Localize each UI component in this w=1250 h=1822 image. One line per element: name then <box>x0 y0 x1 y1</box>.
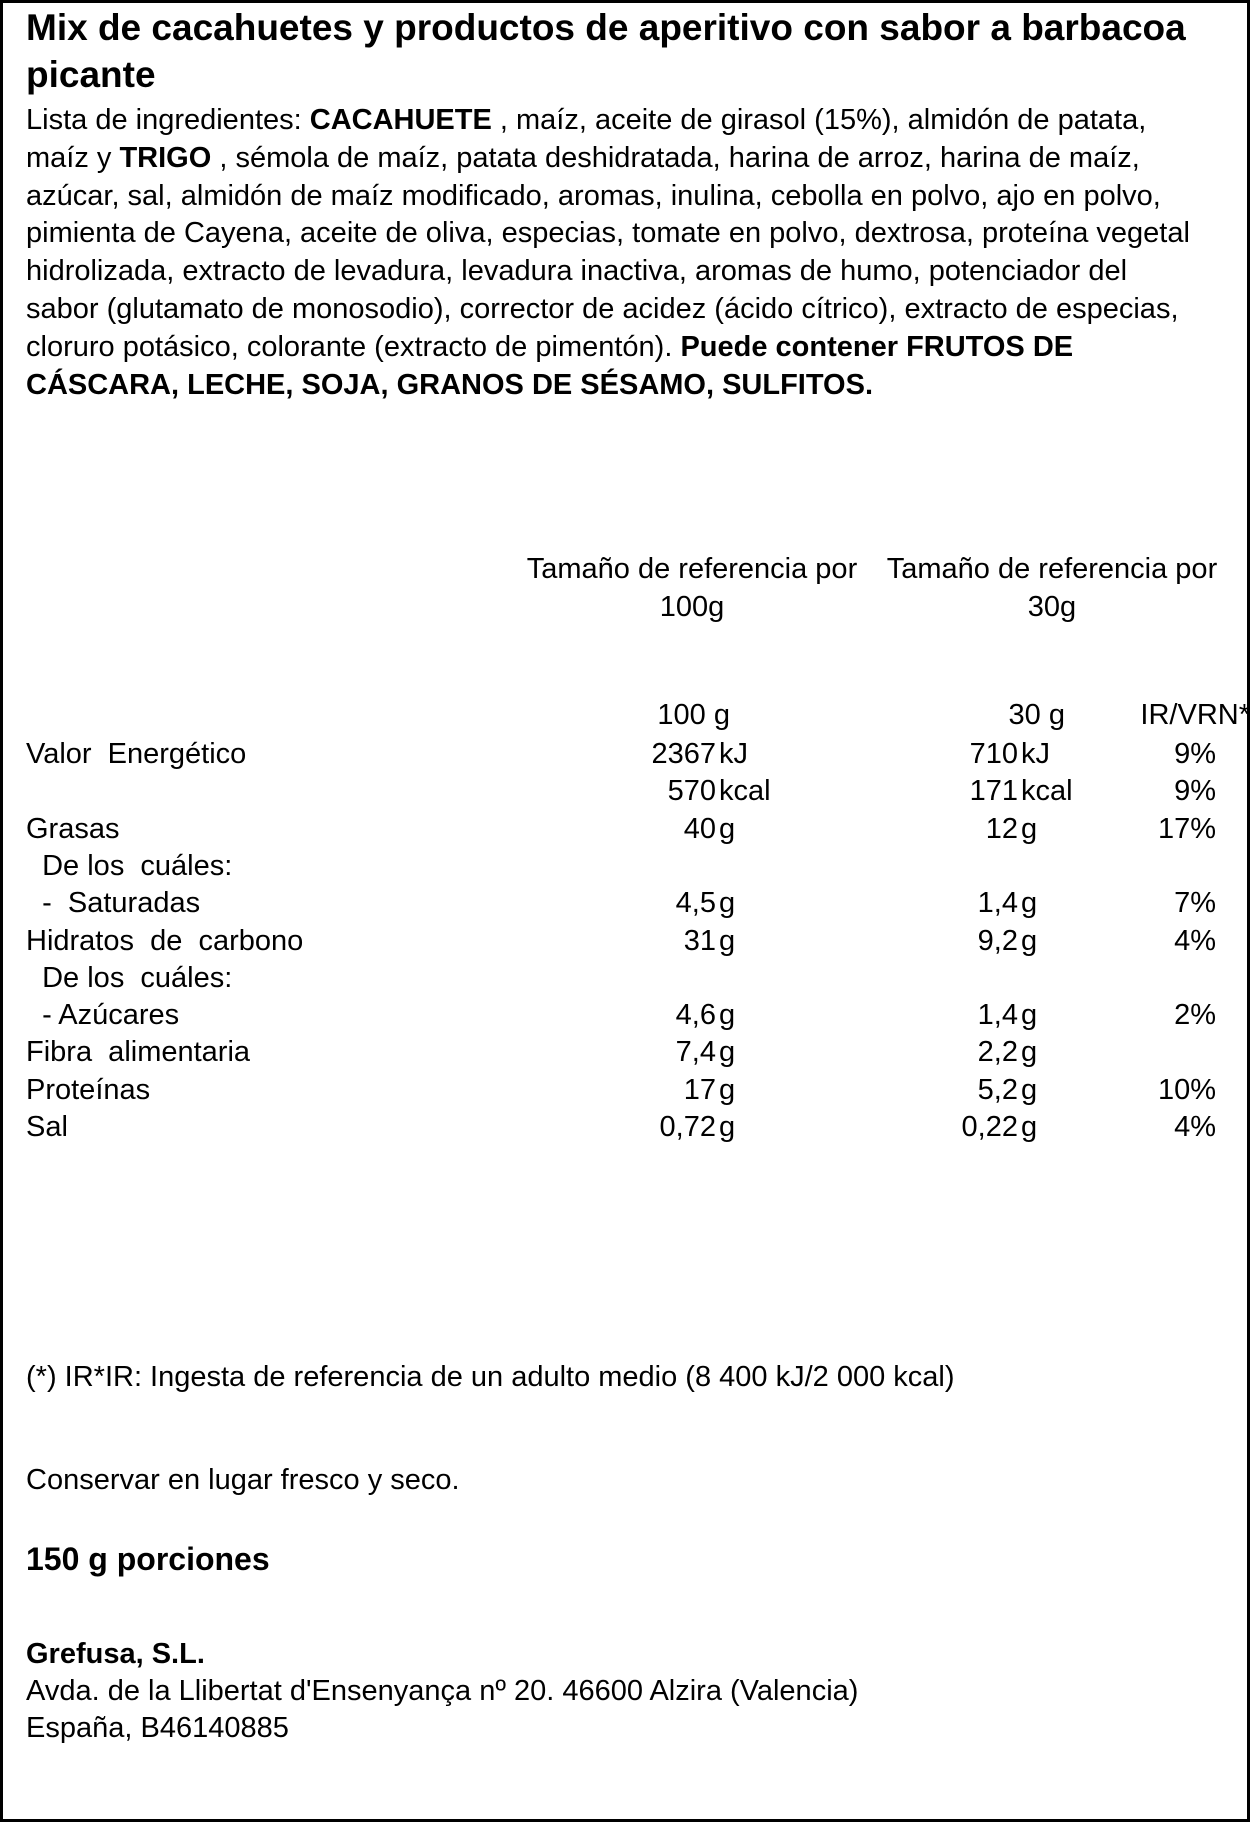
unit-30g: g <box>1021 887 1038 920</box>
ref-header-100g: Tamaño de referencia por 100g <box>526 553 858 623</box>
ir-percent: 4% <box>1174 1111 1216 1143</box>
value-30g: 5,2 <box>977 1073 1018 1106</box>
unit-30g: g <box>1021 812 1038 845</box>
ir-percent: 7% <box>1174 887 1216 920</box>
value-30g: 12 <box>985 812 1018 845</box>
ir-percent: 9% <box>1174 738 1216 770</box>
unit-30g: g <box>1021 1036 1038 1069</box>
nutrient-label: - Azúcares <box>26 999 180 1032</box>
nutrient-label: Valor Energético <box>26 738 247 770</box>
value-30g: 710 <box>969 738 1018 770</box>
value-100g: 31 <box>683 924 716 957</box>
nutrient-label: - Saturadas <box>26 887 201 920</box>
unit-30g: g <box>1021 1111 1038 1143</box>
ingredients-text-1: , maíz, aceite de girasol (15%), almidón de patata, maíz y <box>26 104 1147 174</box>
nutrient-label: De los cuáles: <box>26 961 233 994</box>
unit-100g: g <box>719 1111 736 1143</box>
may-contain-allergens: Puede contener FRUTOS DE CÁSCARA, LECHE, SOJA, GRANOS DE SÉSAMO, SULFITOS. <box>26 330 1074 401</box>
allergen-peanut: CACAHUETE <box>309 104 492 136</box>
value-100g: 7,4 <box>675 1036 716 1069</box>
company-country-id: España, B46140885 <box>26 1712 289 1744</box>
storage-instructions: Conservar en lugar fresco y seco. <box>26 1464 460 1496</box>
nutrient-label: Sal <box>26 1111 68 1143</box>
unit-100g: kcal <box>719 775 771 808</box>
unit-30g: kJ <box>1021 738 1050 770</box>
nutrient-label: Grasas <box>26 812 120 845</box>
value-30g: 2,2 <box>977 1036 1018 1069</box>
value-30g: 1,4 <box>977 999 1018 1032</box>
value-100g: 4,5 <box>675 887 716 920</box>
value-100g: 4,6 <box>675 999 716 1032</box>
nutrient-label: De los cuáles: <box>26 849 233 882</box>
company-name: Grefusa, S.L. <box>26 1638 205 1670</box>
unit-100g: g <box>719 887 736 920</box>
value-100g: 570 <box>667 775 716 808</box>
net-weight: 150 g porciones <box>26 1541 270 1577</box>
nutrient-label: Fibra alimentaria <box>26 1036 251 1069</box>
unit-100g: g <box>719 1036 736 1069</box>
ir-footnote: (*) IR*IR: Ingesta de referencia de un adulto medio (8 400 kJ/2 000 kcal) <box>26 1361 955 1393</box>
value-100g: 0,72 <box>659 1111 716 1143</box>
unit-100g: g <box>719 1073 736 1106</box>
unit-100g: g <box>719 999 736 1032</box>
col-header-ir: IR/VRN* <box>1140 699 1250 731</box>
ingredients-paragraph <box>26 102 1206 404</box>
value-30g: 0,22 <box>961 1111 1018 1143</box>
value-30g: 171 <box>969 775 1018 808</box>
ir-percent: 9% <box>1174 775 1216 808</box>
value-100g: 40 <box>683 812 716 845</box>
allergen-wheat: TRIGO <box>119 141 212 174</box>
ir-percent: 4% <box>1174 924 1216 957</box>
col-header-100g: 100 g <box>657 699 730 731</box>
unit-30g: g <box>1021 999 1038 1032</box>
value-30g: 9,2 <box>977 924 1018 957</box>
value-100g: 2367 <box>651 738 716 770</box>
ingredients-text-2: , sémola de maíz, patata deshidratada, harina de arroz, harina de maíz, azúcar, sal, almidón de maíz modificado, aromas, inulina, cebolla en polvo, ajo en polvo, pimienta de Cayena, aceite de oliva, especias, tomate en polvo, dextrosa, proteína vegetal hidrolizada, extracto de levadura, levadura inactiva, aromas de humo, potenciador del sabor (glutamato de monosodio), corrector de acidez (ácido cítrico), extracto de especias, cloruro potásico, colorante (extracto de pimentón). <box>26 141 1190 363</box>
unit-30g: g <box>1021 924 1038 957</box>
unit-100g: g <box>719 924 736 957</box>
product-title: Mix de cacahuetes y productos de aperitivo con sabor a barbacoa picante <box>26 7 1186 95</box>
nutrient-label: Proteínas <box>26 1073 151 1106</box>
ir-percent: 2% <box>1174 999 1216 1032</box>
value-30g: 1,4 <box>977 887 1018 920</box>
unit-100g: g <box>719 812 736 845</box>
unit-30g: g <box>1021 1073 1038 1106</box>
unit-30g: kcal <box>1021 775 1073 808</box>
unit-100g: kJ <box>719 738 748 770</box>
col-header-30g: 30 g <box>1008 699 1065 731</box>
nutrient-label: Hidratos de carbono <box>26 924 304 957</box>
ingredients-label: Lista de ingredientes: <box>26 104 310 136</box>
ir-percent: 17% <box>1157 812 1216 845</box>
ir-percent: 10% <box>1157 1073 1216 1106</box>
value-100g: 17 <box>683 1073 716 1106</box>
company-address: Avda. de la Llibertat d'Ensenyança nº 20. 46600 Alzira (Valencia) <box>26 1675 859 1707</box>
ref-header-30g: Tamaño de referencia por 30g <box>886 553 1218 623</box>
